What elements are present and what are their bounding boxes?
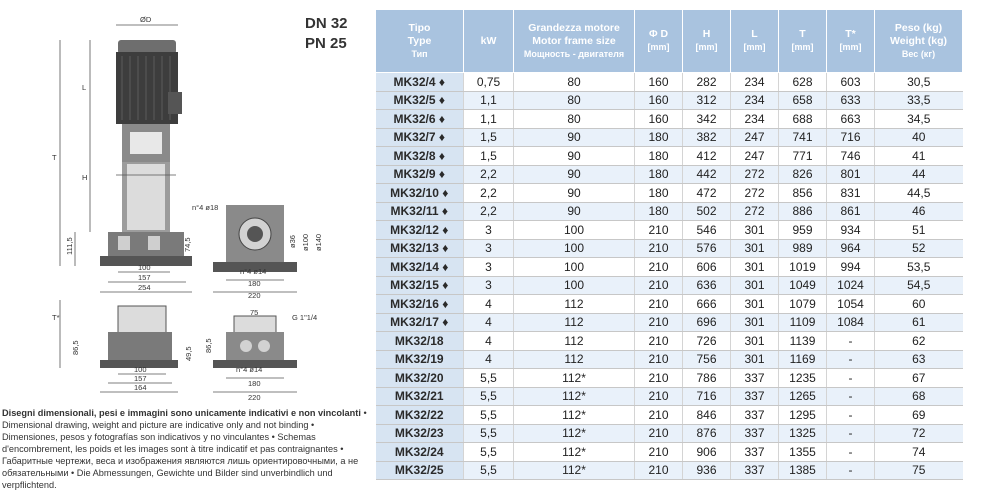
table-cell: 210 (635, 369, 683, 388)
header-line: L (751, 28, 758, 40)
table-row (376, 110, 963, 129)
table-cell: 0,75 (464, 73, 514, 92)
dim-100b: ø100 (301, 233, 310, 251)
header-col-3 (635, 10, 683, 73)
table-cell: 61 (875, 313, 963, 332)
cell-model: MK32/24 (376, 443, 464, 462)
table-cell: 636 (683, 276, 731, 295)
table-cell: 861 (827, 202, 875, 221)
table-cell: 1,5 (464, 128, 514, 147)
table-cell: 160 (635, 110, 683, 129)
table-cell: 5,5 (464, 461, 514, 480)
dim-t: T (52, 153, 57, 162)
table-cell: 210 (635, 406, 683, 425)
table-cell: 5,5 (464, 443, 514, 462)
table-cell: 5,5 (464, 424, 514, 443)
table-cell: 337 (731, 369, 779, 388)
table-cell: 282 (683, 73, 731, 92)
table-cell: 41 (875, 147, 963, 166)
table-cell: 412 (683, 147, 731, 166)
header-col-8 (875, 10, 963, 73)
table-cell: 210 (635, 387, 683, 406)
table-cell: 210 (635, 239, 683, 258)
table-cell: 72 (875, 424, 963, 443)
table-cell: 1019 (779, 258, 827, 277)
disclaimer-rest: • Dimensional drawing, weight and picture are indicative only and not binding • Dimensiones, pesos y fotografías son indicativos y no vinculantes • Schemas d'encombrement, les poids et les images sont à titre indicatif et pas contraignantes • Габаритные чертежи, веса и изображения являются лишь ориентировочными, а не обязательными • Die Abmessungen, Gewichte und Bilder sind unverbindlich und verpflichtend. (2, 408, 367, 490)
table-row (376, 276, 963, 295)
table-cell: 1054 (827, 295, 875, 314)
table-cell: 90 (514, 202, 635, 221)
table-cell: 62 (875, 332, 963, 351)
cell-model: MK32/4 ♦ (376, 73, 464, 92)
table-cell: 210 (635, 258, 683, 277)
table-cell: 4 (464, 332, 514, 351)
dim-86b: 86,5 (204, 338, 213, 353)
table-cell: 112 (514, 313, 635, 332)
table-cell: 658 (779, 91, 827, 110)
table-cell: 801 (827, 165, 875, 184)
table-cell: 831 (827, 184, 875, 203)
table-body (376, 73, 963, 480)
table-cell: 826 (779, 165, 827, 184)
cell-model: MK32/20 (376, 369, 464, 388)
table-cell: 30,5 (875, 73, 963, 92)
header-line: Вес (кг) (901, 48, 936, 59)
table-header-row (376, 10, 963, 73)
table-row (376, 258, 963, 277)
table-cell: 210 (635, 350, 683, 369)
table-cell: 272 (731, 202, 779, 221)
table-row (376, 165, 963, 184)
cell-model: MK32/10 ♦ (376, 184, 464, 203)
table-cell: - (827, 387, 875, 406)
header-line: T* (845, 28, 856, 40)
table-cell: 210 (635, 276, 683, 295)
table-cell: 472 (683, 184, 731, 203)
table-cell: 994 (827, 258, 875, 277)
table-cell: 3 (464, 239, 514, 258)
table-cell: 80 (514, 91, 635, 110)
cell-model: MK32/22 (376, 406, 464, 425)
table-cell: 301 (731, 258, 779, 277)
dim-100c: 100 (134, 365, 147, 374)
table-cell: 80 (514, 73, 635, 92)
header-line: Tipo (408, 21, 431, 34)
table-cell: 856 (779, 184, 827, 203)
table-cell: 934 (827, 221, 875, 240)
dim-49: 49,5 (184, 346, 193, 361)
header-col-5 (731, 10, 779, 73)
table-cell: 1139 (779, 332, 827, 351)
table-cell: 301 (731, 221, 779, 240)
cell-model: MK32/11 ♦ (376, 202, 464, 221)
table-cell: 2,2 (464, 165, 514, 184)
cell-model: MK32/12 ♦ (376, 221, 464, 240)
table-cell: - (827, 350, 875, 369)
table-cell: 628 (779, 73, 827, 92)
table-cell: 234 (731, 91, 779, 110)
table-row (376, 295, 963, 314)
table-cell: 180 (635, 147, 683, 166)
table-cell: 688 (779, 110, 827, 129)
table-cell: 100 (514, 276, 635, 295)
header-col-2 (514, 10, 635, 73)
table-cell: 959 (779, 221, 827, 240)
table-cell: 633 (827, 91, 875, 110)
cell-model: MK32/13 ♦ (376, 239, 464, 258)
header-col-6 (779, 10, 827, 73)
table-row (376, 184, 963, 203)
table-cell: 1325 (779, 424, 827, 443)
table-cell: 160 (635, 91, 683, 110)
table-cell: 4 (464, 313, 514, 332)
header-line: T (799, 28, 806, 40)
table-cell: 786 (683, 369, 731, 388)
table-row (376, 332, 963, 351)
table-cell: 337 (731, 443, 779, 462)
table-cell: 160 (635, 73, 683, 92)
table-cell: 2,2 (464, 184, 514, 203)
table-cell: 1084 (827, 313, 875, 332)
header-line: Мощность - двигателя (523, 48, 625, 59)
table-row (376, 369, 963, 388)
header-col-0 (376, 10, 464, 73)
table-cell: 210 (635, 221, 683, 240)
table-cell: 69 (875, 406, 963, 425)
table-cell: 771 (779, 147, 827, 166)
dim-220b: 220 (248, 393, 261, 402)
dim-phi-d: ØD (140, 15, 152, 24)
table-row (376, 202, 963, 221)
header-line: Peso (kg) (894, 21, 943, 34)
table-cell: 44,5 (875, 184, 963, 203)
terminal-box (168, 92, 182, 114)
dim-164: 164 (134, 383, 147, 392)
table-cell: - (827, 461, 875, 480)
table-cell: 337 (731, 461, 779, 480)
table-cell: 756 (683, 350, 731, 369)
table-cell: 63 (875, 350, 963, 369)
motor-fan-cover (118, 40, 176, 54)
table-cell: 180 (635, 202, 683, 221)
header-line: Type (407, 34, 432, 47)
table-cell: 746 (827, 147, 875, 166)
dim-140: ø140 (314, 233, 323, 251)
disclaimer-text (2, 407, 372, 491)
table-cell: 112* (514, 424, 635, 443)
table-cell: 112 (514, 350, 635, 369)
table-cell: 1295 (779, 406, 827, 425)
table-cell: 272 (731, 184, 779, 203)
table-cell: 663 (827, 110, 875, 129)
table-cell: 180 (635, 128, 683, 147)
cell-model: MK32/15 ♦ (376, 276, 464, 295)
table-cell: 301 (731, 313, 779, 332)
dim-157b: 157 (134, 374, 147, 383)
table-row (376, 461, 963, 480)
header-line: [mm] (839, 42, 862, 52)
header-col-1 (464, 10, 514, 73)
table-row (376, 91, 963, 110)
table-cell: 90 (514, 165, 635, 184)
cell-model: MK32/5 ♦ (376, 91, 464, 110)
table-cell: 54,5 (875, 276, 963, 295)
header-line: H (702, 28, 711, 40)
table-cell: 3 (464, 276, 514, 295)
table-row (376, 443, 963, 462)
specs-table (375, 9, 963, 480)
pump-dimensional-drawing (0, 0, 378, 405)
table-cell: 846 (683, 406, 731, 425)
table-cell: 44 (875, 165, 963, 184)
table-cell: 716 (827, 128, 875, 147)
table-cell: 53,5 (875, 258, 963, 277)
table-cell: 337 (731, 424, 779, 443)
table-row (376, 147, 963, 166)
table-row (376, 128, 963, 147)
table-cell: 40 (875, 128, 963, 147)
table-row (376, 406, 963, 425)
table-cell: 33,5 (875, 91, 963, 110)
cell-model: MK32/21 (376, 387, 464, 406)
header-col-7 (827, 10, 875, 73)
header-line: kW (480, 34, 497, 47)
table-cell: 301 (731, 239, 779, 258)
table-row (376, 73, 963, 92)
table-cell: - (827, 332, 875, 351)
table-cell: 1049 (779, 276, 827, 295)
table-cell: 90 (514, 128, 635, 147)
table-row (376, 387, 963, 406)
table-cell: - (827, 369, 875, 388)
table-cell: 247 (731, 147, 779, 166)
table-cell: 4 (464, 295, 514, 314)
dim-74: 74,5 (183, 237, 192, 252)
dim-75: 75 (250, 308, 259, 317)
table-cell: 1079 (779, 295, 827, 314)
table-cell: 112 (514, 332, 635, 351)
table-cell: - (827, 443, 875, 462)
table-cell: 5,5 (464, 387, 514, 406)
table-cell: 1,1 (464, 91, 514, 110)
table-cell: 210 (635, 313, 683, 332)
table-row (376, 239, 963, 258)
table-cell: 112* (514, 406, 635, 425)
dim-157: 157 (138, 273, 151, 282)
table-cell: 337 (731, 387, 779, 406)
table-cell: 442 (683, 165, 731, 184)
table-cell: 90 (514, 147, 635, 166)
table-cell: - (827, 406, 875, 425)
header-line: Grandezza motore (528, 21, 620, 34)
table-cell: 876 (683, 424, 731, 443)
dim-180: 180 (248, 279, 261, 288)
table-cell: 46 (875, 202, 963, 221)
dim-100: 100 (138, 263, 151, 272)
table-cell: 1,1 (464, 110, 514, 129)
table-cell: 1024 (827, 276, 875, 295)
dim-36: ø36 (288, 235, 297, 248)
header-line: [mm] (791, 42, 814, 52)
table-cell: 5,5 (464, 406, 514, 425)
table-cell: 301 (731, 332, 779, 351)
table-cell: 312 (683, 91, 731, 110)
table-cell: 1109 (779, 313, 827, 332)
table-cell: 5,5 (464, 369, 514, 388)
table-cell: 247 (731, 128, 779, 147)
cell-model: MK32/7 ♦ (376, 128, 464, 147)
table-cell: 337 (731, 406, 779, 425)
table-cell: 210 (635, 443, 683, 462)
table-cell: 696 (683, 313, 731, 332)
table-cell: 112* (514, 461, 635, 480)
header-line: Weight (kg) (890, 34, 947, 47)
table-cell: 180 (635, 165, 683, 184)
table-cell: 1169 (779, 350, 827, 369)
cell-model: MK32/23 (376, 424, 464, 443)
dim-254: 254 (138, 283, 151, 292)
table-cell: 1,5 (464, 147, 514, 166)
cell-model: MK32/25 (376, 461, 464, 480)
dim-h: H (82, 173, 88, 182)
dim-86a: 86,5 (71, 340, 80, 355)
table-cell: 90 (514, 184, 635, 203)
table-cell: 546 (683, 221, 731, 240)
table-cell: 112 (514, 295, 635, 314)
header-line: [mm] (695, 42, 718, 52)
cell-model: MK32/18 (376, 332, 464, 351)
table-row (376, 221, 963, 240)
header-line: Тип (411, 48, 428, 59)
table-cell: 382 (683, 128, 731, 147)
dim-180b: 180 (248, 379, 261, 388)
table-cell: 936 (683, 461, 731, 480)
pn-label: PN 25 (305, 35, 347, 52)
cell-model: MK32/9 ♦ (376, 165, 464, 184)
table-cell: 576 (683, 239, 731, 258)
table-cell: 301 (731, 295, 779, 314)
table-cell: 741 (779, 128, 827, 147)
table-cell: 74 (875, 443, 963, 462)
dn-label: DN 32 (305, 15, 348, 32)
table-cell: 1235 (779, 369, 827, 388)
table-cell: 502 (683, 202, 731, 221)
table-cell: 964 (827, 239, 875, 258)
table-cell: 989 (779, 239, 827, 258)
table-cell: 100 (514, 239, 635, 258)
table-cell: 34,5 (875, 110, 963, 129)
dim-t-star: T* (52, 313, 60, 322)
dim-l: L (82, 83, 87, 92)
table-cell: 180 (635, 184, 683, 203)
table-cell: 906 (683, 443, 731, 462)
table-cell: 2,2 (464, 202, 514, 221)
table-cell: - (827, 424, 875, 443)
table-cell: 112* (514, 369, 635, 388)
table-cell: 1355 (779, 443, 827, 462)
table-cell: 112* (514, 387, 635, 406)
table-row (376, 313, 963, 332)
table-cell: 272 (731, 165, 779, 184)
label-holes-14: n°4 ø14 (240, 267, 267, 276)
header-line: [mm] (743, 42, 766, 52)
dn-pn-header (305, 14, 348, 54)
table-cell: 3 (464, 258, 514, 277)
label-g: G 1"1/4 (292, 313, 318, 322)
table-cell: 75 (875, 461, 963, 480)
table-cell: 51 (875, 221, 963, 240)
header-line: Motor frame size (532, 34, 616, 47)
table-cell: 1385 (779, 461, 827, 480)
header-line: Φ D (648, 28, 669, 40)
table-cell: 726 (683, 332, 731, 351)
table-cell: 100 (514, 221, 635, 240)
table-cell: 210 (635, 424, 683, 443)
cell-model: MK32/19 (376, 350, 464, 369)
table-cell: 80 (514, 110, 635, 129)
dim-220: 220 (248, 291, 261, 300)
table-cell: 606 (683, 258, 731, 277)
specs-table-wrapper (375, 9, 962, 480)
table-cell: 886 (779, 202, 827, 221)
table-cell: 3 (464, 221, 514, 240)
table-cell: 52 (875, 239, 963, 258)
table-cell: 210 (635, 461, 683, 480)
header-line: [mm] (647, 42, 670, 52)
cell-model: MK32/16 ♦ (376, 295, 464, 314)
dim-111: 111,5 (65, 237, 74, 255)
table-cell: 4 (464, 350, 514, 369)
table-cell: 67 (875, 369, 963, 388)
table-cell: 666 (683, 295, 731, 314)
table-row (376, 350, 963, 369)
table-cell: 68 (875, 387, 963, 406)
table-cell: 210 (635, 332, 683, 351)
cell-model: MK32/6 ♦ (376, 110, 464, 129)
table-cell: 234 (731, 73, 779, 92)
table-cell: 603 (827, 73, 875, 92)
header-col-4 (683, 10, 731, 73)
table-cell: 112* (514, 443, 635, 462)
cell-model: MK32/17 ♦ (376, 313, 464, 332)
table-cell: 301 (731, 350, 779, 369)
table-cell: 210 (635, 295, 683, 314)
table-cell: 301 (731, 276, 779, 295)
label-holes-18: n°4 ø18 (192, 203, 219, 212)
disclaimer-bold: Disegni dimensionali, pesi e immagini sono unicamente indicativi e non vincolanti (2, 408, 361, 418)
label-holes-14b: n°4 ø14 (236, 365, 263, 374)
table-cell: 1265 (779, 387, 827, 406)
table-cell: 342 (683, 110, 731, 129)
table-cell: 100 (514, 258, 635, 277)
table-cell: 716 (683, 387, 731, 406)
table-cell: 60 (875, 295, 963, 314)
table-cell: 234 (731, 110, 779, 129)
cell-model: MK32/8 ♦ (376, 147, 464, 166)
cell-model: MK32/14 ♦ (376, 258, 464, 277)
table-row (376, 424, 963, 443)
